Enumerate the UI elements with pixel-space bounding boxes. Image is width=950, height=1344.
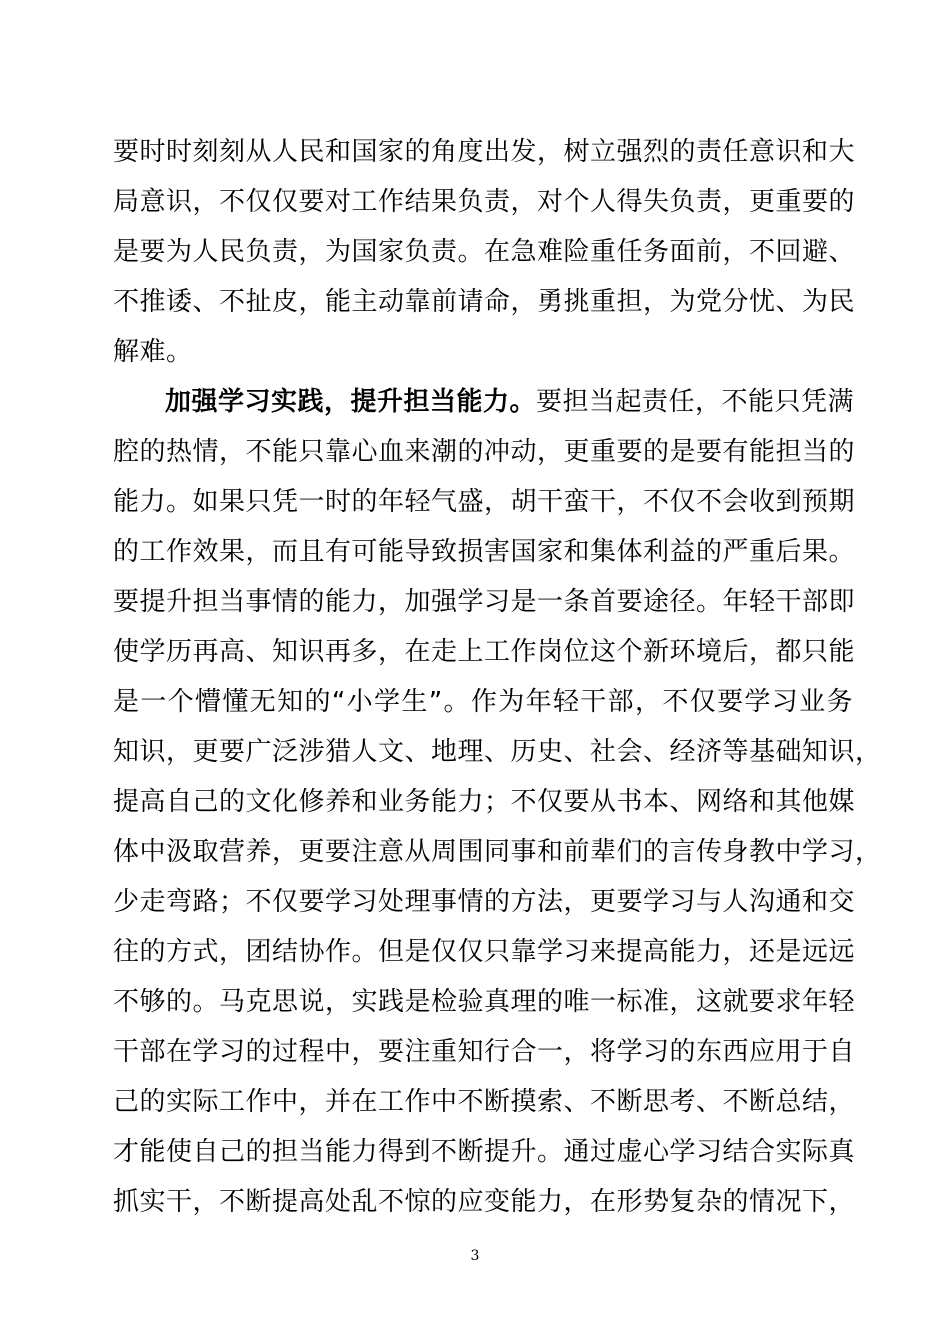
text-line: 局意识，不仅仅要对工作结果负责，对个人得失负责，更重要的 — [113, 187, 856, 217]
text-line: 是一个懵懂无知的“小学生”。作为年轻干部，不仅要学习业务 — [113, 687, 853, 717]
text-line: 少走弯路；不仅要学习处理事情的方法，更要学习与人沟通和交 — [113, 887, 856, 917]
text-line: 体中汲取营养，更要注意从周围同事和前辈们的言传身教中学习， — [113, 837, 882, 867]
text-line: 腔的热情，不能只靠心血来潮的冲动，更重要的是要有能担当的 — [113, 437, 856, 467]
text-line: 提高自己的文化修养和业务能力；不仅要从书本、网络和其他媒 — [113, 787, 856, 817]
body-text — [113, 127, 882, 1227]
paragraph-text: 要担当起责任，不能只凭满 — [536, 387, 855, 417]
text-line: 要提升担当事情的能力，加强学习是一条首要途径。年轻干部即 — [113, 587, 856, 617]
paragraph-first-line — [113, 377, 853, 427]
text-line: 使学历再高、知识再多，在走上工作岗位这个新环境后，都只能 — [113, 637, 856, 667]
page-number: 3 — [470, 1248, 480, 1264]
text-line: 解难。 — [113, 337, 193, 367]
text-line: 的工作效果，而且有可能导致损害国家和集体利益的严重后果。 — [113, 537, 856, 567]
text-line: 抓实干，不断提高处乱不惊的应变能力，在形势复杂的情况下， — [113, 1187, 856, 1217]
text-line: 不够的。马克思说，实践是检验真理的唯一标准，这就要求年轻 — [113, 987, 856, 1017]
text-line: 才能使自己的担当能力得到不断提升。通过虚心学习结合实际真 — [113, 1137, 856, 1167]
text-line: 是要为人民负责，为国家负责。在急难险重任务面前，不回避、 — [113, 237, 856, 267]
text-line: 要时时刻刻从人民和国家的角度出发，树立强烈的责任意识和大 — [113, 137, 856, 167]
text-line: 往的方式，团结协作。但是仅仅只靠学习来提高能力，还是远远 — [113, 937, 856, 967]
text-line: 己的实际工作中，并在工作中不断摸索、不断思考、不断总结， — [113, 1087, 856, 1117]
text-line: 能力。如果只凭一时的年轻气盛，胡干蛮干，不仅不会收到预期 — [113, 487, 856, 517]
paragraph-heading: 加强学习实践，提升担当能力。 — [165, 387, 537, 417]
text-line: 干部在学习的过程中，要注重知行合一，将学习的东西应用于自 — [113, 1037, 856, 1067]
text-line: 不推诿、不扯皮，能主动靠前请命，勇挑重担，为党分忧、为民 — [113, 287, 856, 317]
text-line: 知识，更要广泛涉猎人文、地理、历史、社会、经济等基础知识， — [113, 737, 882, 767]
